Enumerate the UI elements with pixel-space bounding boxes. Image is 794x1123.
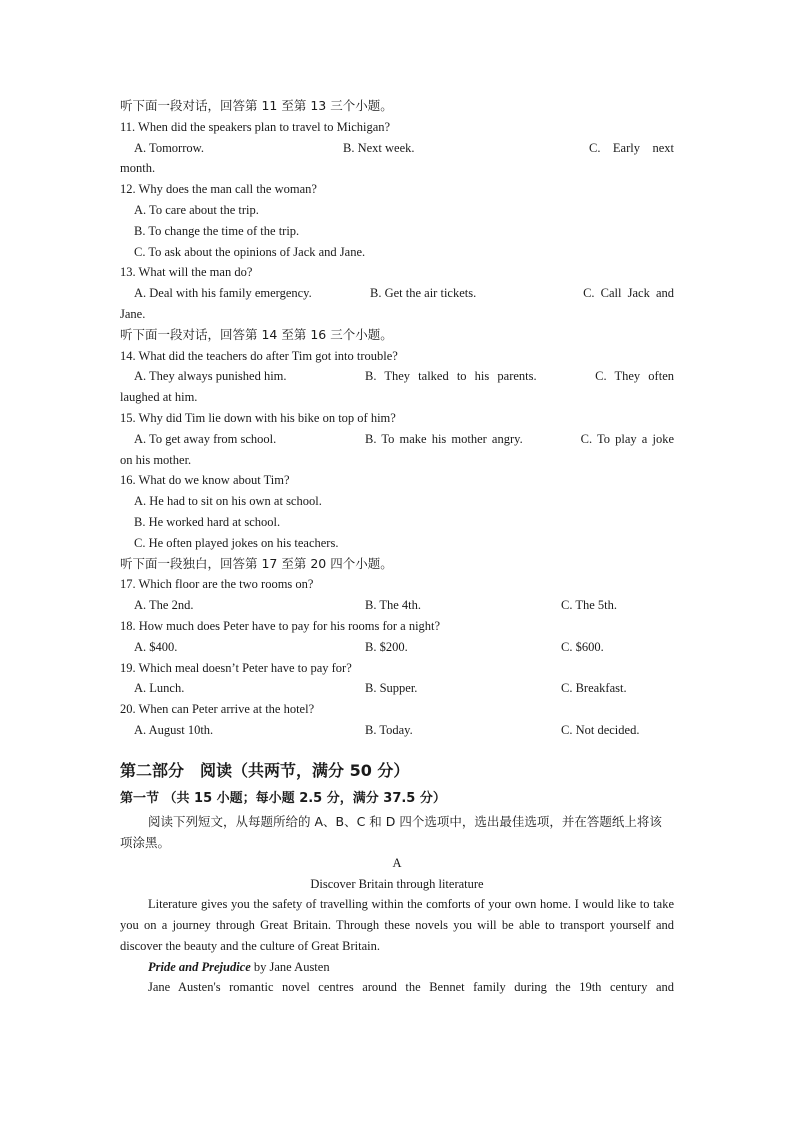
q12-option-a: A. To care about the trip. [134,202,259,217]
q20-option-b: B. Today. [365,722,413,737]
q19-option-b: B. Supper. [365,681,418,696]
q11-option-a: A. Tomorrow. [134,140,204,155]
q12-option-c: C. To ask about the opinions of Jack and Jane. [134,244,366,259]
question-15-options [120,429,674,450]
q11-option-c: C. Early next [589,140,674,155]
q13-option-c: C. Call Jack and [583,286,674,301]
q15-option-c-continued: on his mother. [120,452,192,467]
q20-option-c: C. Not decided. [561,722,640,737]
q13-option-c-continued: Jane. [120,306,146,321]
q17-option-b: B. The 4th. [365,598,422,613]
q16-option-b: B. He worked hard at school. [134,514,281,529]
question-11-options [120,138,674,159]
question-19-options [120,678,674,699]
q20-option-a: A. August 10th. [134,722,214,737]
q16-option-a: A. He had to sit on his own at school. [134,494,322,509]
question-12-stem: 12. Why does the man call the woman? [120,182,317,197]
q11-option-c-continued: month. [120,161,156,176]
question-13-options [120,283,674,304]
question-19-stem: 19. Which meal doesn’t Peter have to pay for? [120,660,352,675]
q14-option-c-continued: laughed at him. [120,390,198,405]
exam-page [120,96,674,998]
question-20-stem: 20. When can Peter arrive at the hotel? [120,702,315,717]
q11-option-b: B. Next week. [343,140,415,155]
question-17-options [120,595,674,616]
section-intro-17-20: 听下面一段独白，回答第 17 至第 20 四个小题。 [120,555,393,571]
reading-instruction: 阅读下列短文，从每题所给的 A、B、C 和 D 四个选项中，选出最佳选项，并在答题纸上将该项涂黑。 [120,813,662,850]
question-14-options [120,366,674,387]
book-heading [120,957,674,978]
passage-title: Discover Britain through literature [310,876,484,891]
question-20-options [120,720,674,741]
question-15-stem: 15. Why did Tim lie down with his bike on top of him? [120,410,396,425]
question-17-stem: 17. Which floor are the two rooms on? [120,577,314,592]
question-18-stem: 18. How much does Peter have to pay for his rooms for a night? [120,618,441,633]
section-one-title: 第一节 （共 15 小题；每小题 2.5 分，满分 37.5 分） [120,790,446,806]
question-16-stem: 16. What do we know about Tim? [120,473,290,488]
q15-option-a: A. To get away from school. [134,431,277,446]
q15-option-b: B. To make his mother angry. [365,431,523,446]
q17-option-c: C. The 5th. [561,598,618,613]
q18-option-b: B. $200. [365,639,408,654]
question-13-stem: 13. What will the man do? [120,265,253,280]
book-title: Pride and Prejudice [148,959,251,974]
q19-option-c: C. Breakfast. [561,681,627,696]
question-11-stem: 11. When did the speakers plan to travel to Michigan? [120,119,391,134]
section-intro-11-13: 听下面一段对话，回答第 11 至第 13 三个小题。 [120,98,393,113]
passage-paragraph-2: Jane Austen's romantic novel centres around the Bennet family during the 19th century and [148,980,674,995]
q18-option-c: C. $600. [561,639,604,654]
part-two-title: 第二部分 阅读（共两节，满分 50 分） [120,760,410,780]
q14-option-b: B. They talked to his parents. [365,369,537,384]
q15-option-c: C. To play a joke [580,431,674,446]
q13-option-a: A. Deal with his family emergency. [134,286,312,301]
q16-option-c: C. He often played jokes on his teachers. [134,535,339,550]
book-author: by Jane Austen [250,959,330,974]
question-18-options [120,637,674,658]
q14-option-c: C. They often [595,369,674,384]
q19-option-a: A. Lunch. [134,681,185,696]
q14-option-a: A. They always punished him. [134,369,287,384]
question-14-stem: 14. What did the teachers do after Tim got into trouble? [120,348,398,363]
q12-option-b: B. To change the time of the trip. [134,223,300,238]
section-intro-14-16: 听下面一段对话，回答第 14 至第 16 三个小题。 [120,326,393,342]
q13-option-b: B. Get the air tickets. [370,286,477,301]
q18-option-a: A. $400. [134,639,178,654]
passage-paragraph-1: Literature gives you the safety of travelling within the comforts of your own home. I would like to take you on a journey through Great Britain. Through these novels you will be able to transport yourself and discover the beauty and the culture of Great Britain. [120,897,674,953]
q17-option-a: A. The 2nd. [134,598,194,613]
passage-label: A [392,855,402,870]
